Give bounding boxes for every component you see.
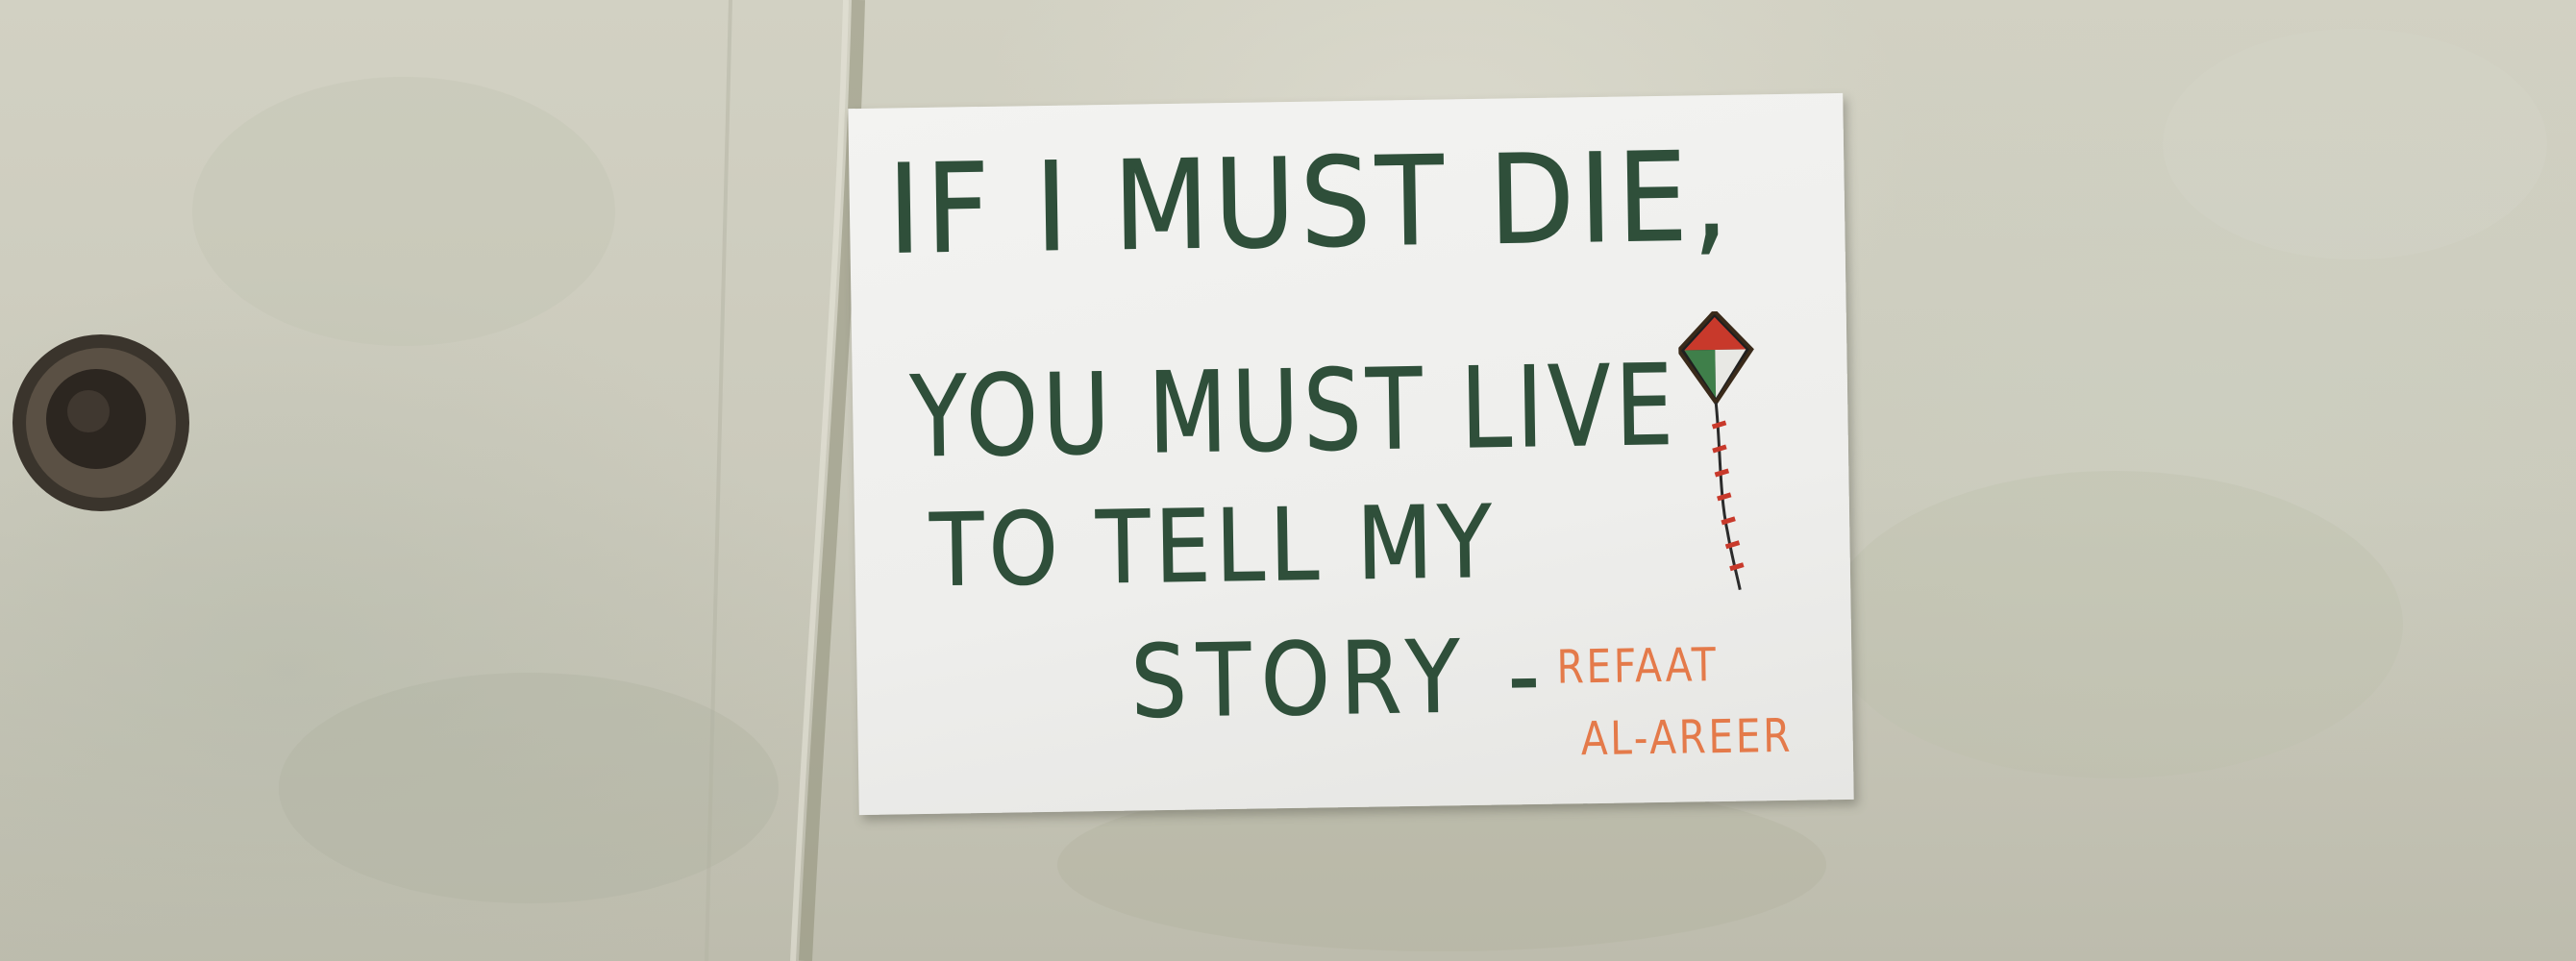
sign-line-4: STORY - — [1129, 616, 1551, 741]
wall-bolt-icon — [12, 334, 189, 511]
author-last-name: AL-AREER — [1580, 708, 1794, 767]
sign-line-1: IF I MUST DIE, — [886, 125, 1734, 283]
sign-line-3: TO TELL MY — [929, 482, 1498, 609]
kite-tail — [1713, 423, 1744, 569]
wall-stain — [192, 77, 615, 346]
author-first-name: REFAAT — [1556, 638, 1719, 695]
wall-stain — [2163, 29, 2547, 259]
wall-stain — [279, 673, 779, 903]
kite-drawing-icon — [1678, 310, 1789, 601]
protest-sign — [848, 93, 1853, 815]
sign-line-2: YOU MUST LIVE — [909, 340, 1679, 483]
wall-stain — [1826, 471, 2403, 778]
